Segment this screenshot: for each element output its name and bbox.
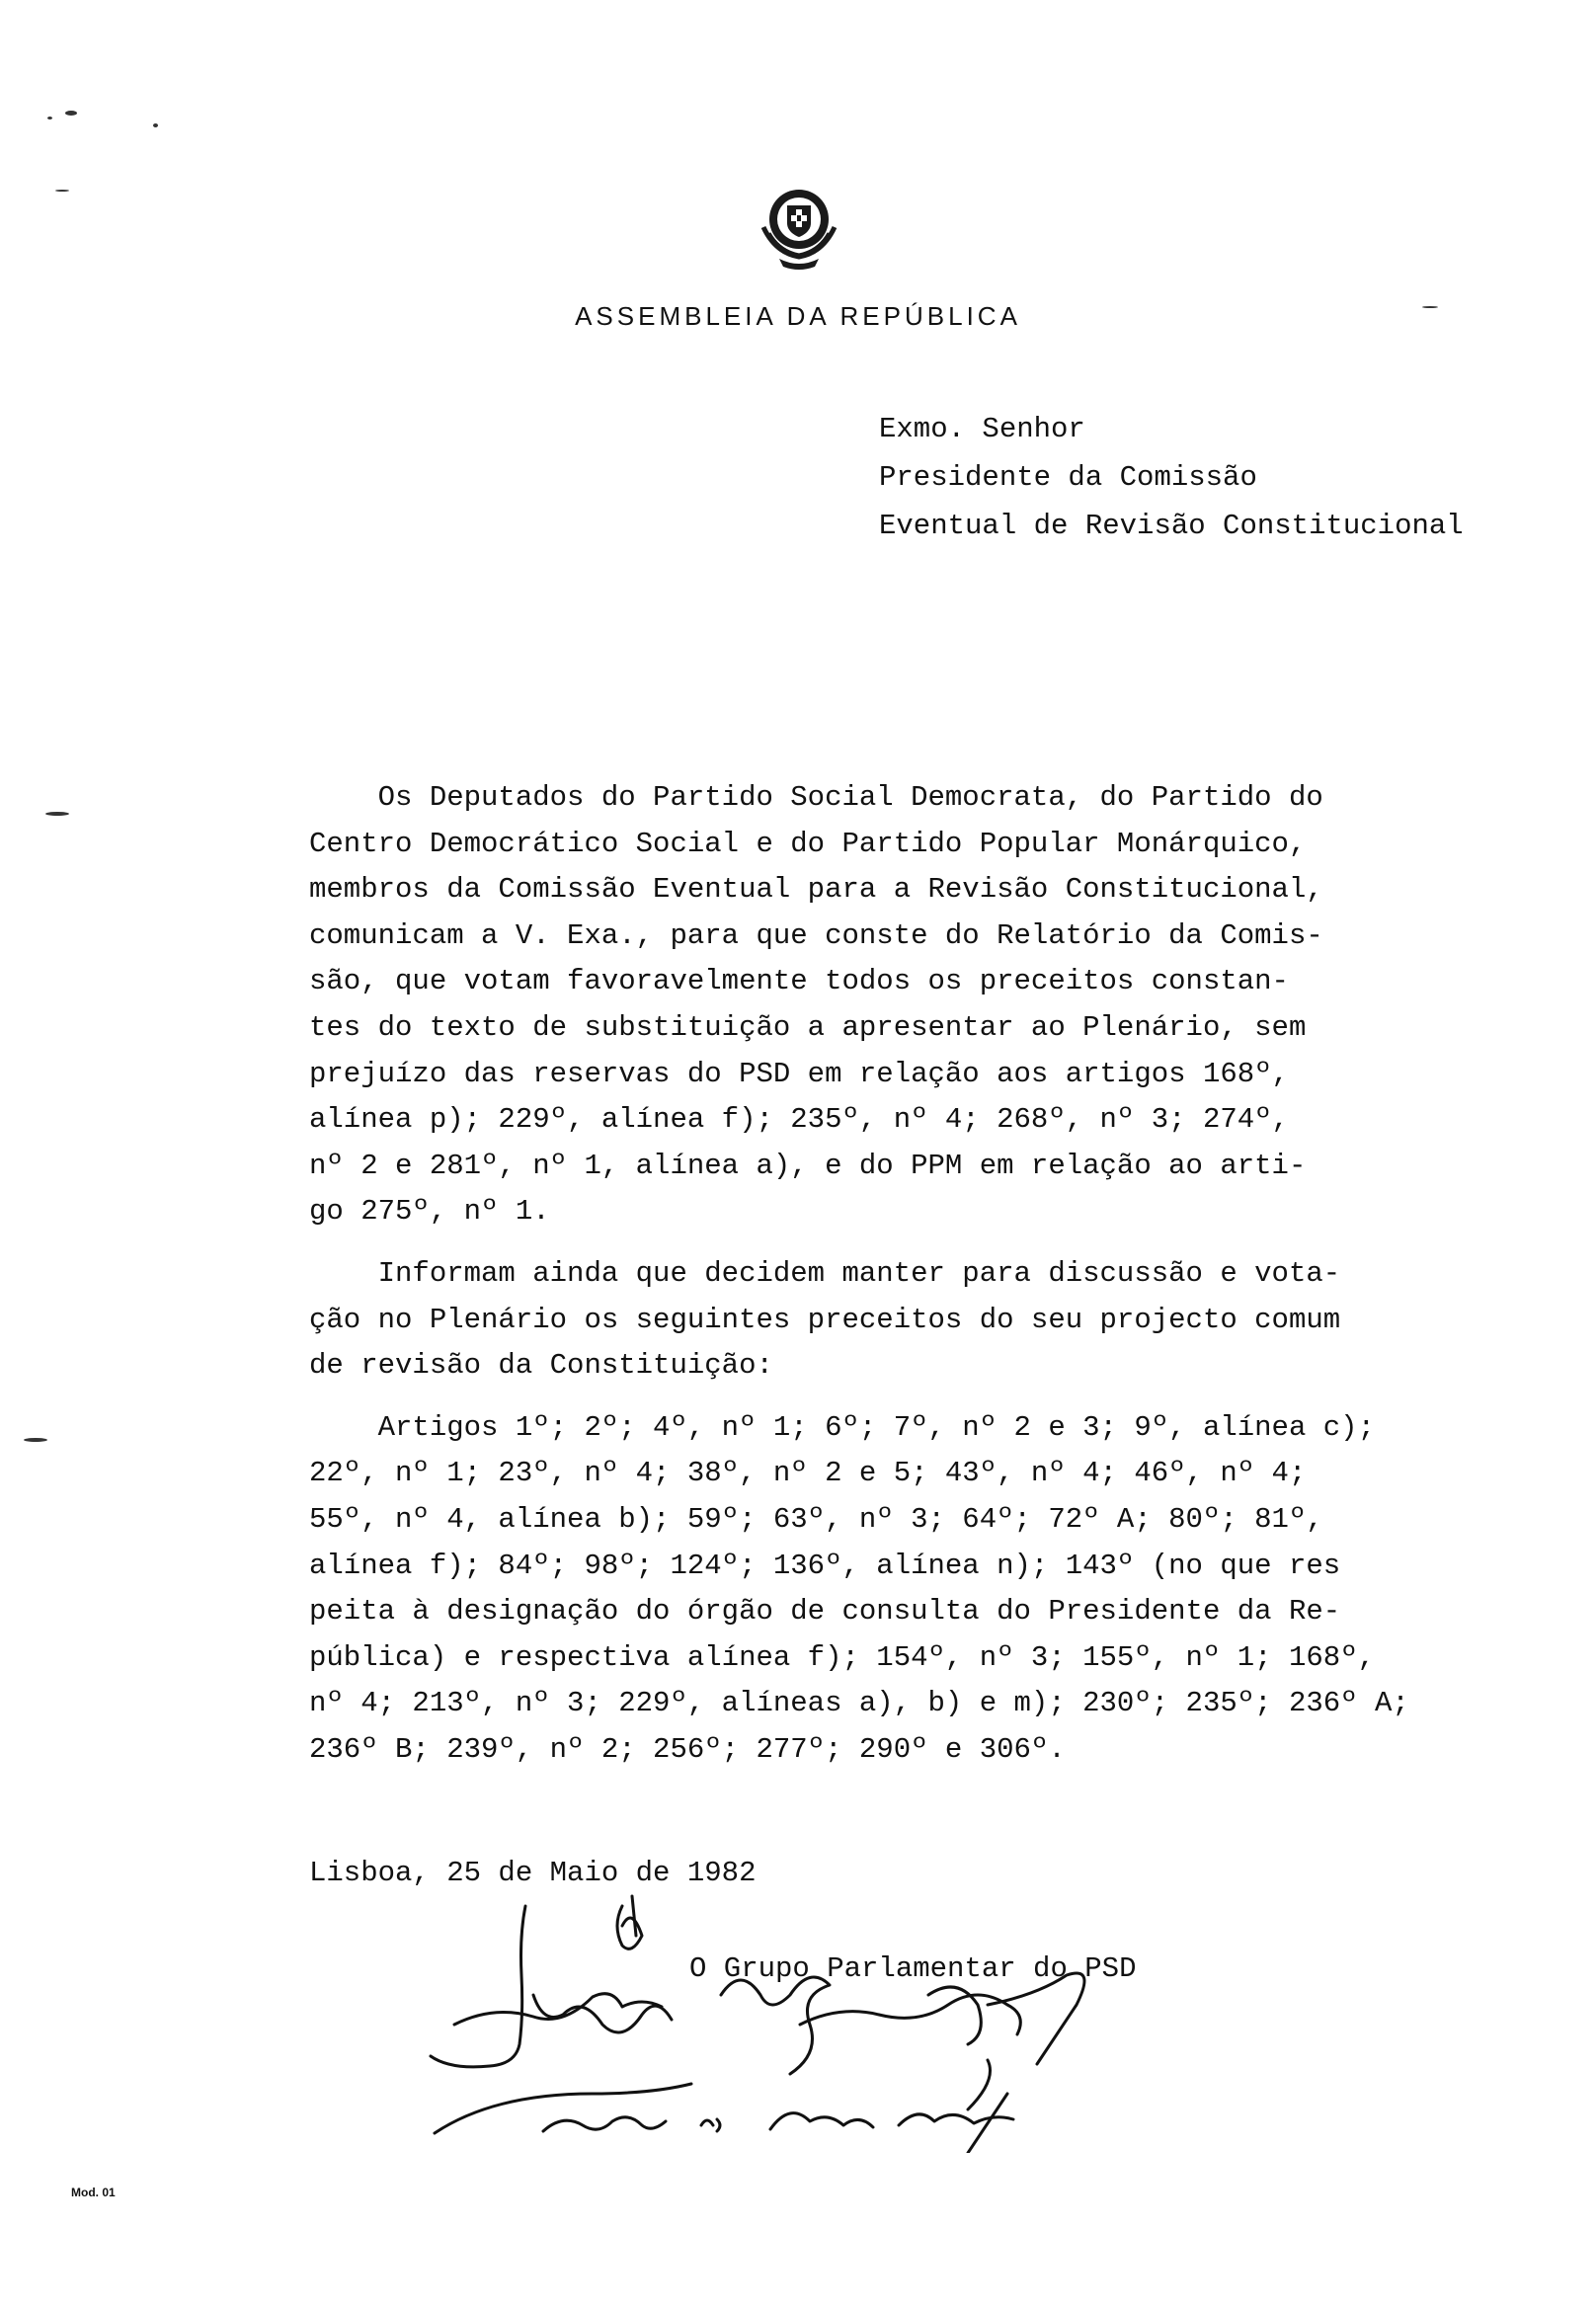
scan-speck — [47, 117, 52, 119]
text-line: nº 4; 213º, nº 3; 229º, alíneas a), b) e m); 230º; 235º; 236º A; — [309, 1687, 1409, 1720]
signatory-caption: O Grupo Parlamentar do PSD — [689, 1952, 1137, 1985]
text-line: alínea f); 84º; 98º; 124º; 136º, alínea n); 143º (no que res — [309, 1549, 1341, 1582]
text-line: 55º, nº 4, alínea b); 59º; 63º, nº 3; 64º; 72º A; 80º; 81º, — [309, 1502, 1323, 1536]
text-line: go 275º, nº 1. — [309, 1195, 550, 1229]
institution-title: ASSEMBLEIA DA REPÚBLICA — [575, 301, 1021, 331]
date-line: Lisboa, 25 de Maio de 1982 — [309, 1857, 757, 1889]
form-code: Mod. 01 — [71, 2186, 116, 2199]
paragraph-3 — [309, 1405, 1544, 1774]
text-line: Centro Democrático Social e do Partido Popular Monárquico, — [309, 827, 1307, 860]
text-line: de revisão da Constituição: — [309, 1349, 773, 1383]
text-line: Os Deputados do Partido Social Democrata, do Partido do — [309, 781, 1323, 814]
text-line: nº 2 e 281º, nº 1, alínea a), e do PPM em relação ao arti- — [309, 1149, 1307, 1182]
text-line: membros da Comissão Eventual para a Revisão Constitucional, — [309, 873, 1323, 907]
text-line: alínea p); 229º, alínea f); 235º, nº 4; 268º, nº 3; 274º, — [309, 1103, 1289, 1137]
scan-speck — [153, 123, 158, 127]
text-line: Informam ainda que decidem manter para discussão e vota- — [309, 1256, 1341, 1290]
text-line: Artigos 1º; 2º; 4º, nº 1; 6º; 7º, nº 2 e 3; 9º, alínea c); — [309, 1410, 1375, 1444]
text-line: 22º, nº 1; 23º, nº 4; 38º, nº 2 e 5; 43º, nº 4; 46º, nº 4; — [309, 1457, 1307, 1490]
letter-body — [309, 775, 1544, 1773]
text-line: 236º B; 239º, nº 2; 256º; 277º; 290º e 306º. — [309, 1732, 1066, 1766]
paragraph-2 — [309, 1251, 1544, 1390]
text-line: prejuízo das reservas do PSD em relação aos artigos 168º, — [309, 1057, 1289, 1090]
scan-speck — [24, 1438, 47, 1442]
text-line: são, que votam favoravelmente todos os preceitos constan- — [309, 965, 1289, 998]
paragraph-1 — [309, 775, 1544, 1235]
text-line: pública) e respectiva alínea f); 154º, nº 3; 155º, nº 1; 168º, — [309, 1640, 1375, 1674]
text-line: comunicam a V. Exa., para que conste do Relatório da Comis- — [309, 918, 1323, 952]
addressee-line: Eventual de Revisão Constitucional — [879, 510, 1464, 542]
scan-speck — [45, 812, 69, 816]
addressee-line: Presidente da Comissão — [879, 461, 1257, 494]
text-line: ção no Plenário os seguintes preceitos do seu projecto comum — [309, 1303, 1341, 1336]
scan-speck — [1422, 306, 1438, 308]
text-line: peita à designação do órgão de consulta do Presidente da Re- — [309, 1595, 1341, 1629]
handwritten-signature — [415, 1876, 1126, 2153]
addressee-block — [879, 405, 1464, 550]
text-line: tes do texto de substituição a apresentar ao Plenário, sem — [309, 1010, 1307, 1044]
coat-of-arms-icon — [746, 176, 852, 282]
scan-speck — [55, 190, 69, 192]
addressee-line: Exmo. Senhor — [879, 413, 1085, 445]
scan-speck — [65, 111, 77, 116]
